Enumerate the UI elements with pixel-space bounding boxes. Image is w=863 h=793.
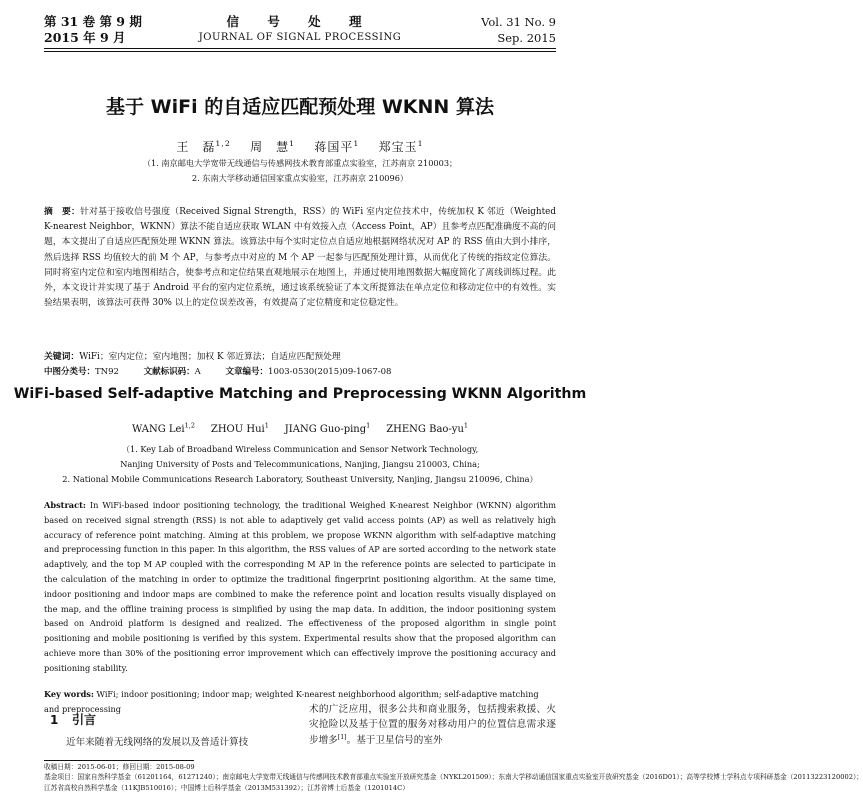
body-column-left: 近年来随着无线网络的发展以及普适计算技 <box>66 737 249 748</box>
author-affil-sup: 1 <box>417 139 424 148</box>
author-affil-sup: 1 <box>463 421 469 430</box>
clc-label: 中图分类号： <box>44 367 96 377</box>
author-name: ZHOU Hui <box>210 424 265 435</box>
keywords-text-en: WiFi; indoor positioning; indoor map; weighted K-nearest neighborhood algorithm; self-adaptive matching and preprocessing <box>44 689 539 714</box>
journal-name-en: JOURNAL OF SIGNAL PROCESSING <box>198 32 402 43</box>
doc-code-label: 文献标识码： <box>143 367 195 377</box>
author-affil-sup: 1,2 <box>184 421 195 430</box>
section-number: 1 <box>50 713 59 727</box>
keywords-label-cn: 关键词： <box>44 352 80 362</box>
section-heading <box>50 711 96 728</box>
abstract-cn <box>44 205 556 311</box>
body-column-right <box>309 702 556 748</box>
citation: [1] <box>337 733 347 741</box>
affiliations-en <box>0 442 600 487</box>
header-date-en: Sep. 2015 <box>497 31 556 45</box>
article-number-value: 1003-0530(2015)09-1067-08 <box>268 367 392 377</box>
article-number-label: 文章编号： <box>225 367 269 377</box>
author-name: WANG Lei <box>131 424 185 435</box>
affiliation-line: Nanjing University of Posts and Telecommunications, Nanjing, Jiangsu 210003, China; <box>120 459 480 469</box>
header-rule-thin <box>44 51 556 52</box>
footnote-line: 江苏省高校自然科学基金（11KJB510016）；中国博士后科学基金（2013M531392）；江苏省博士后基金（1201014C） <box>44 783 409 792</box>
journal-name-cn: 信 号 处 理 <box>226 14 374 29</box>
affiliation-line: （1. Key Lab of Broadband Wireless Communication and Sensor Network Technology, <box>121 444 479 454</box>
author-list-en <box>0 421 600 435</box>
body-text: 术的广泛应用，很多公共和商业服务，包括搜索救援、火灾抢险以及基于位置的服务对移动用户的位置信息需求逐步增多 <box>309 704 556 746</box>
abstract-text-cn: 针对基于接收信号强度（Received Signal Strength，RSS）的 WiFi 室内定位技术中，传统加权 K 邻近（Weighted K-nearest Neighbor，WKNN）算法不能自适应获取 WLAN 中有效接入点（Access Point，AP）且参考点匹配准确度不高的问题，本文提出了自适应匹配预处理 WKNN 算法。该算法中每个实时定位点自适应地根据网络状况对 AP 的 RSS 值由大到小排序，然后选择 RSS 均值较大的前 M 个 AP，与参考点中对应的 M 个 AP 一起参与匹配预处理计算，从而优化了传统的指纹定位算法。同时将室内定位和室内地图相结合，使参考点和定位结果直观地展示在地图上，并通过使用地图数据大幅度简化了离线训练过程。此外，本文设计并实现了基于 Android 平台的室内定位系统，通过该系统验证了本文所提算法在单点定位和移动定位中的有效性。实验结果表明，该算法可获得 30% 以上的定位误差改善，有效提高了定位精度和定位稳定性。 <box>44 207 556 309</box>
footnote-line: 基金项目：国家自然科学基金（61201164，61271240）；南京邮电大学宽带无线通信与传感网技术教育部重点实验室开放研究基金（NYKL201509）；东南大学移动通信国家重点实验室开放研究基金（2016D01）；高等学校博士学科点专项科研基金（20113223120002）； <box>44 773 863 782</box>
affiliation-line: 2. 东南大学移动通信国家重点实验室，江苏南京 210096） <box>191 173 409 183</box>
doc-code-value: A <box>194 367 201 377</box>
abstract-text-en: In WiFi-based indoor positioning technology, the traditional Weighed K-nearest Neighbor (WKNN) algorithm based on received signal strength (RSS) is not able to adaptively get valid access points (AP) as well as relatively high accuracy of reference point matching. Aiming at this problem, we propose WKNN algorithm with self-adaptive matching and preprocessing function in this paper. In this algorithm, the RSS values of AP are sorted according to the network state adaptively, and the top M AP coupled with the corresponding M AP in the reference points are selected to participate in the calculation of the matching in order to optimize the traditional fingerprint positioning algorithm. At the same time, indoor positioning and indoor maps are combined to make the reference point and location results visually displayed on the map, and the offline training process is simplified by using the map data. In addition, the indoor positioning system based on Android platform is designed and realized. The effectiveness of the proposed algorithm in single point positioning and mobile positioning is verified by this system. Experimental results show that the proposed algorithm can achieve more than 30% of the positioning error improvement which can effectively improve the positioning accuracy and positioning stability. <box>44 500 556 673</box>
footnotes <box>44 762 863 793</box>
body-text-tail: 。基于卫星信号的室外 <box>346 734 443 746</box>
keywords-text-cn: WiFi；室内定位；室内地图；加权 K 邻近算法；自适应匹配预处理 <box>79 352 341 362</box>
author-name: 蒋国平 <box>314 140 354 154</box>
author-name: JIANG Guo-ping <box>284 424 367 435</box>
header-rule-thick <box>44 48 556 49</box>
paper-title-cn: 基于 WiFi 的自适应匹配预处理 WKNN 算法 <box>106 96 494 118</box>
header-issue-block <box>481 14 556 46</box>
paper-title-en: WiFi-based Self-adaptive Matching and Preprocessing WKNN Algorithm <box>13 386 587 402</box>
author-name: 郑宝玉 <box>378 140 418 154</box>
clc-value: TN92 <box>95 367 119 377</box>
author-affil-sup: 1 <box>264 421 269 430</box>
author-name: 周 慧 <box>250 140 290 154</box>
abstract-label-cn: 摘 要： <box>44 207 81 217</box>
affiliations-cn <box>0 156 600 186</box>
header-volume-en: Vol. 31 No. 9 <box>481 15 556 29</box>
keywords-cn <box>44 350 556 364</box>
keywords-label-en: Key words: <box>44 689 94 699</box>
author-name: 王 磊 <box>176 140 216 154</box>
footnote-rule <box>44 760 194 761</box>
affiliation-line: 2. National Mobile Communications Research Laboratory, Southeast University, Nanjing, Jiangsu 210096, China） <box>62 474 538 484</box>
author-affil-sup: 1 <box>353 139 360 148</box>
classification-line <box>44 365 556 379</box>
author-affil-sup: 1 <box>366 421 371 430</box>
header-volume-cn: 第 31 卷 第 9 期 <box>44 14 142 29</box>
abstract-label-en: Abstract: <box>44 500 86 510</box>
author-affil-sup: 1 <box>289 139 296 148</box>
footnote-line: 收稿日期：2015-06-01；修回日期：2015-08-09 <box>44 763 195 771</box>
author-list-cn <box>0 138 600 155</box>
affiliation-line: （1. 南京邮电大学宽带无线通信与传感网技术教育部重点实验室，江苏南京 210003； <box>142 158 458 168</box>
abstract-en <box>44 498 556 676</box>
author-name: ZHENG Bao-yu <box>386 424 464 435</box>
author-affil-sup: 1,2 <box>215 139 231 148</box>
section-title: 引言 <box>72 713 97 727</box>
header-date-cn: 2015 年 9 月 <box>44 30 126 45</box>
